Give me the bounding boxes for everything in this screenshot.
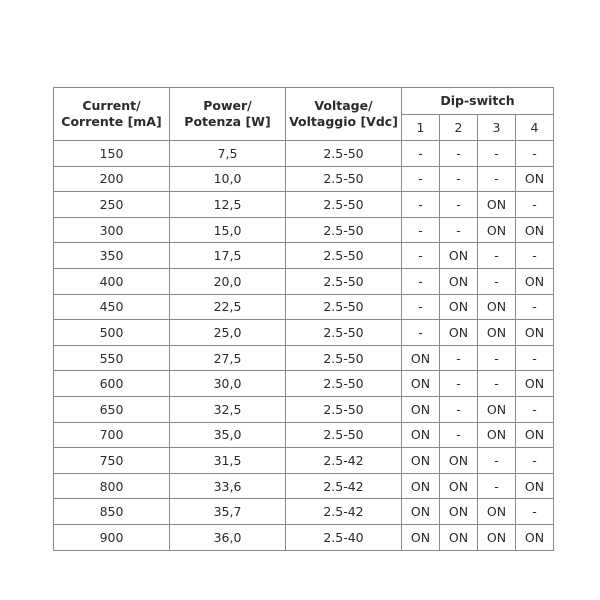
table-row bbox=[54, 320, 554, 346]
current-cell: 400 bbox=[54, 268, 170, 294]
dip-number-3: 3 bbox=[478, 114, 516, 141]
dip-4-cell: ON bbox=[516, 217, 554, 243]
dip-4-cell: - bbox=[516, 294, 554, 320]
table-row bbox=[54, 524, 554, 550]
dip-1-cell: ON bbox=[402, 345, 440, 371]
dip-3-cell: ON bbox=[478, 524, 516, 550]
table-row bbox=[54, 268, 554, 294]
power-cell: 17,5 bbox=[170, 243, 286, 269]
dip-3-cell: - bbox=[478, 141, 516, 167]
power-cell: 27,5 bbox=[170, 345, 286, 371]
dip-1-cell: - bbox=[402, 294, 440, 320]
dip-1-cell: ON bbox=[402, 396, 440, 422]
dip-2-cell: - bbox=[440, 396, 478, 422]
power-column-header bbox=[170, 88, 286, 141]
dip-3-cell: - bbox=[478, 345, 516, 371]
dip-4-cell: - bbox=[516, 345, 554, 371]
voltage-cell: 2.5-42 bbox=[286, 499, 402, 525]
dip-3-cell: ON bbox=[478, 192, 516, 218]
dip-4-cell: ON bbox=[516, 320, 554, 346]
power-cell: 10,0 bbox=[170, 166, 286, 192]
current-cell: 200 bbox=[54, 166, 170, 192]
dip-3-cell: ON bbox=[478, 422, 516, 448]
dip-4-cell: ON bbox=[516, 371, 554, 397]
dip-3-cell: ON bbox=[478, 499, 516, 525]
dip-1-cell: ON bbox=[402, 473, 440, 499]
dip-3-cell: - bbox=[478, 166, 516, 192]
dip-4-cell: - bbox=[516, 448, 554, 474]
dip-1-cell: ON bbox=[402, 499, 440, 525]
voltage-cell: 2.5-50 bbox=[286, 243, 402, 269]
dip-2-cell: ON bbox=[440, 320, 478, 346]
power-cell: 15,0 bbox=[170, 217, 286, 243]
current-cell: 600 bbox=[54, 371, 170, 397]
power-cell: 36,0 bbox=[170, 524, 286, 550]
dip-3-cell: ON bbox=[478, 396, 516, 422]
dip-2-cell: - bbox=[440, 192, 478, 218]
current-cell: 550 bbox=[54, 345, 170, 371]
voltage-cell: 2.5-50 bbox=[286, 422, 402, 448]
power-cell: 20,0 bbox=[170, 268, 286, 294]
header-row bbox=[54, 88, 554, 115]
voltage-cell: 2.5-50 bbox=[286, 217, 402, 243]
dip-1-cell: - bbox=[402, 141, 440, 167]
voltage-cell: 2.5-50 bbox=[286, 345, 402, 371]
dip-3-cell: - bbox=[478, 448, 516, 474]
dip-1-cell: - bbox=[402, 243, 440, 269]
power-cell: 31,5 bbox=[170, 448, 286, 474]
table-row bbox=[54, 499, 554, 525]
table-row bbox=[54, 422, 554, 448]
dip-number-1: 1 bbox=[402, 114, 440, 141]
power-header-line-2: Potenza [W] bbox=[184, 114, 271, 129]
voltage-cell: 2.5-50 bbox=[286, 294, 402, 320]
dip-4-cell: ON bbox=[516, 524, 554, 550]
power-cell: 12,5 bbox=[170, 192, 286, 218]
table-row bbox=[54, 192, 554, 218]
dip-switch-settings-table bbox=[53, 87, 554, 551]
dip-2-cell: - bbox=[440, 422, 478, 448]
current-header-line-1: Current/ bbox=[82, 98, 141, 113]
table-row bbox=[54, 294, 554, 320]
dip-1-cell: - bbox=[402, 166, 440, 192]
power-cell: 32,5 bbox=[170, 396, 286, 422]
current-cell: 250 bbox=[54, 192, 170, 218]
dip-4-cell: ON bbox=[516, 422, 554, 448]
dip-3-cell: - bbox=[478, 473, 516, 499]
dip-2-cell: ON bbox=[440, 268, 478, 294]
voltage-cell: 2.5-40 bbox=[286, 524, 402, 550]
current-cell: 850 bbox=[54, 499, 170, 525]
table-row bbox=[54, 243, 554, 269]
dip-2-cell: ON bbox=[440, 473, 478, 499]
dip-2-cell: ON bbox=[440, 243, 478, 269]
dip-switch-header: Dip-switch bbox=[402, 88, 554, 115]
current-cell: 350 bbox=[54, 243, 170, 269]
power-cell: 7,5 bbox=[170, 141, 286, 167]
dip-3-cell: - bbox=[478, 371, 516, 397]
dip-2-cell: - bbox=[440, 345, 478, 371]
voltage-cell: 2.5-50 bbox=[286, 192, 402, 218]
table-row bbox=[54, 141, 554, 167]
current-cell: 650 bbox=[54, 396, 170, 422]
dip-2-cell: - bbox=[440, 217, 478, 243]
dip-1-cell: - bbox=[402, 320, 440, 346]
voltage-cell: 2.5-50 bbox=[286, 141, 402, 167]
power-cell: 25,0 bbox=[170, 320, 286, 346]
dip-4-cell: - bbox=[516, 243, 554, 269]
dip-4-cell: ON bbox=[516, 166, 554, 192]
power-cell: 22,5 bbox=[170, 294, 286, 320]
dip-1-cell: - bbox=[402, 217, 440, 243]
dip-4-cell: - bbox=[516, 396, 554, 422]
current-column-header bbox=[54, 88, 170, 141]
current-cell: 750 bbox=[54, 448, 170, 474]
dip-1-cell: ON bbox=[402, 448, 440, 474]
dip-2-cell: ON bbox=[440, 524, 478, 550]
table-body bbox=[54, 141, 554, 551]
current-cell: 500 bbox=[54, 320, 170, 346]
power-header-line-1: Power/ bbox=[203, 98, 252, 113]
dip-3-cell: - bbox=[478, 243, 516, 269]
power-cell: 30,0 bbox=[170, 371, 286, 397]
dip-2-cell: ON bbox=[440, 448, 478, 474]
power-cell: 35,7 bbox=[170, 499, 286, 525]
current-cell: 900 bbox=[54, 524, 170, 550]
voltage-cell: 2.5-50 bbox=[286, 268, 402, 294]
dip-3-cell: ON bbox=[478, 294, 516, 320]
table-row bbox=[54, 448, 554, 474]
table-header bbox=[54, 88, 554, 141]
power-cell: 33,6 bbox=[170, 473, 286, 499]
current-cell: 700 bbox=[54, 422, 170, 448]
current-header-line-2: Corrente [mA] bbox=[61, 114, 162, 129]
dip-2-cell: ON bbox=[440, 499, 478, 525]
voltage-cell: 2.5-50 bbox=[286, 320, 402, 346]
table-row bbox=[54, 217, 554, 243]
voltage-header-line-2: Voltaggio [Vdc] bbox=[289, 114, 398, 129]
dip-3-cell: ON bbox=[478, 217, 516, 243]
table-row bbox=[54, 345, 554, 371]
dip-4-cell: - bbox=[516, 192, 554, 218]
dip-number-4: 4 bbox=[516, 114, 554, 141]
dip-1-cell: - bbox=[402, 192, 440, 218]
table-row bbox=[54, 166, 554, 192]
dip-4-cell: ON bbox=[516, 473, 554, 499]
voltage-cell: 2.5-50 bbox=[286, 396, 402, 422]
dip-2-cell: - bbox=[440, 141, 478, 167]
dip-1-cell: ON bbox=[402, 524, 440, 550]
table-row bbox=[54, 396, 554, 422]
voltage-cell: 2.5-42 bbox=[286, 473, 402, 499]
dip-4-cell: - bbox=[516, 499, 554, 525]
dip-3-cell: - bbox=[478, 268, 516, 294]
current-cell: 300 bbox=[54, 217, 170, 243]
dip-2-cell: - bbox=[440, 166, 478, 192]
dip-number-2: 2 bbox=[440, 114, 478, 141]
dip-2-cell: ON bbox=[440, 294, 478, 320]
dip-1-cell: ON bbox=[402, 371, 440, 397]
dip-4-cell: ON bbox=[516, 268, 554, 294]
table-row bbox=[54, 371, 554, 397]
voltage-cell: 2.5-50 bbox=[286, 166, 402, 192]
dip-1-cell: ON bbox=[402, 422, 440, 448]
voltage-cell: 2.5-50 bbox=[286, 371, 402, 397]
dip-4-cell: - bbox=[516, 141, 554, 167]
table-row bbox=[54, 473, 554, 499]
current-cell: 450 bbox=[54, 294, 170, 320]
dip-1-cell: - bbox=[402, 268, 440, 294]
current-cell: 150 bbox=[54, 141, 170, 167]
voltage-header-line-1: Voltage/ bbox=[314, 98, 373, 113]
voltage-column-header bbox=[286, 88, 402, 141]
power-cell: 35,0 bbox=[170, 422, 286, 448]
current-cell: 800 bbox=[54, 473, 170, 499]
dip-3-cell: ON bbox=[478, 320, 516, 346]
voltage-cell: 2.5-42 bbox=[286, 448, 402, 474]
dip-2-cell: - bbox=[440, 371, 478, 397]
